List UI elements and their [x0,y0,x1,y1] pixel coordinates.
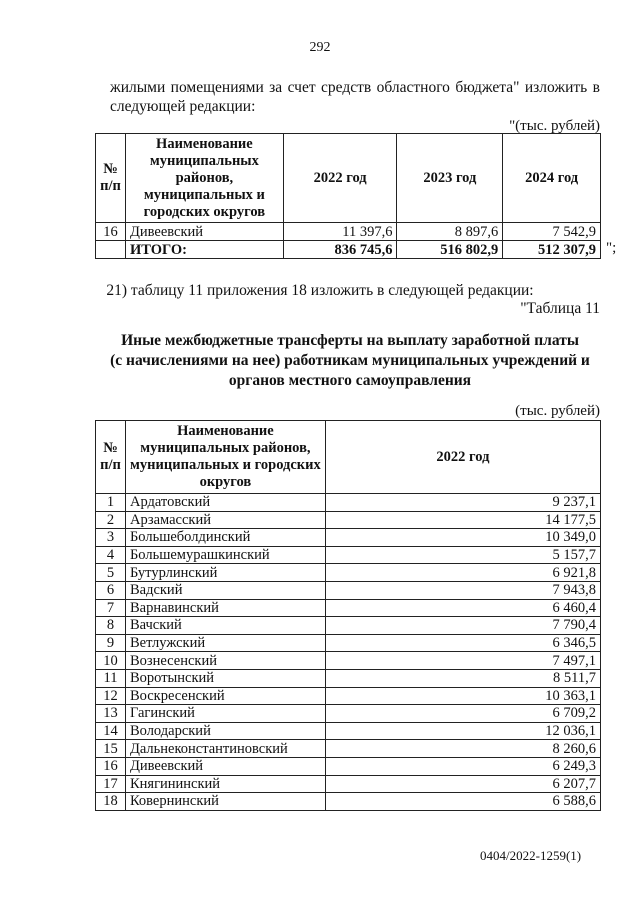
header-name: Наименование муниципальных районов, муниципальных и городских округов [125,134,283,223]
row-2022: 8 260,6 [325,740,600,758]
row-num: 12 [96,687,126,705]
intro-line-2: следующей редакции: [110,98,256,115]
total-2022: 836 745,6 [283,241,397,259]
table-row [96,546,601,564]
row-2022: 14 177,5 [325,511,600,529]
row-name: Воротынский [125,669,325,687]
row-num: 10 [96,652,126,670]
table-row [96,722,601,740]
table-row [96,564,601,582]
row-num: 1 [96,494,126,512]
table1-header-row [96,134,601,223]
row-2022: 7 790,4 [325,617,600,635]
total-2024: 512 307,9 [503,241,601,259]
table-row [96,511,601,529]
row-2022: 7 497,1 [325,652,600,670]
table-row [96,634,601,652]
row-name: Вадский [125,581,325,599]
total-label: ИТОГО: [125,241,283,259]
item-21-text: 21) таблицу 11 приложения 18 изложить в следующей редакции: [106,282,534,299]
table-row [96,494,601,512]
table-row [96,223,601,241]
row-num: 2 [96,511,126,529]
header-num: № п/п [96,134,126,223]
row-name: Володарский [125,722,325,740]
row-2022: 6 207,7 [325,775,600,793]
table2-header-row [96,421,601,494]
row-name: Княгининский [125,775,325,793]
row-num: 11 [96,669,126,687]
header-2022: 2022 год [283,134,397,223]
row-2022: 11 397,6 [283,223,397,241]
row-num: 8 [96,617,126,635]
row-name: Варнавинский [125,599,325,617]
row-name: Ардатовский [125,494,325,512]
row-num: 3 [96,529,126,547]
table2 [95,420,601,811]
row-2022: 6 346,5 [325,634,600,652]
table2-title: Иные межбюджетные трансферты на выплату заработной платы (с начислениями на нее) работникам муниципальных учреждений и органов местного самоуправления [110,332,590,389]
row-2022: 7 943,8 [325,581,600,599]
row-name: Дивеевский [125,757,325,775]
header-2023: 2023 год [397,134,503,223]
row-name: Дивеевский [125,223,283,241]
row-2022: 6 249,3 [325,757,600,775]
row-2022: 6 921,8 [325,564,600,582]
row-num: 9 [96,634,126,652]
row-name: Ковернинский [125,793,325,811]
row-2023: 8 897,6 [397,223,503,241]
row-name: Бутурлинский [125,564,325,582]
header-2022: 2022 год [325,421,600,494]
table1-unit: "(тыс. рублей) [509,118,600,134]
row-2022: 8 511,7 [325,669,600,687]
row-2022: 9 237,1 [325,494,600,512]
table-row [96,687,601,705]
table-row [96,529,601,547]
header-num: № п/п [96,421,126,494]
row-num: 4 [96,546,126,564]
row-2022: 5 157,7 [325,546,600,564]
total-2023: 516 802,9 [397,241,503,259]
row-2022: 6 709,2 [325,705,600,723]
row-2022: 10 363,1 [325,687,600,705]
table-row [96,652,601,670]
row-2022: 6 588,6 [325,793,600,811]
table2-body [96,494,601,811]
row-2024: 7 542,9 [503,223,601,241]
table-11-label: "Таблица 11 [520,300,600,317]
row-num: 6 [96,581,126,599]
total-row [96,241,601,259]
table-row [96,793,601,811]
row-name: Воскресенский [125,687,325,705]
table-row [96,581,601,599]
table-row [96,757,601,775]
closing-quote: "; [606,240,617,256]
row-num: 18 [96,793,126,811]
row-name: Вознесенский [125,652,325,670]
page-number: 292 [309,40,331,55]
row-num: 17 [96,775,126,793]
table-row [96,775,601,793]
document-code: 0404/2022-1259(1) [480,848,582,863]
header-2024: 2024 год [503,134,601,223]
row-name: Гагинский [125,705,325,723]
intro-line-1: жилыми помещениями за счет средств областного бюджета" изложить в [110,79,600,96]
row-num: 14 [96,722,126,740]
intro-paragraph [110,78,600,116]
table2-unit: (тыс. рублей) [515,403,600,419]
row-name: Большемурашкинский [125,546,325,564]
row-name: Вачский [125,617,325,635]
row-2022: 12 036,1 [325,722,600,740]
table-row [96,599,601,617]
table-row [96,705,601,723]
table-row [96,740,601,758]
row-2022: 6 460,4 [325,599,600,617]
table-row [96,669,601,687]
row-num: 16 [96,223,126,241]
table1 [95,133,601,259]
table-row [96,617,601,635]
row-num: 5 [96,564,126,582]
row-name: Ветлужский [125,634,325,652]
row-name: Дальнеконстантиновский [125,740,325,758]
row-num: 13 [96,705,126,723]
header-name: Наименование муниципальных районов, муниципальных и городских округов [125,421,325,494]
row-num: 15 [96,740,126,758]
row-2022: 10 349,0 [325,529,600,547]
row-num: 7 [96,599,126,617]
row-name: Арзамасский [125,511,325,529]
row-name: Большеболдинский [125,529,325,547]
row-num: 16 [96,757,126,775]
